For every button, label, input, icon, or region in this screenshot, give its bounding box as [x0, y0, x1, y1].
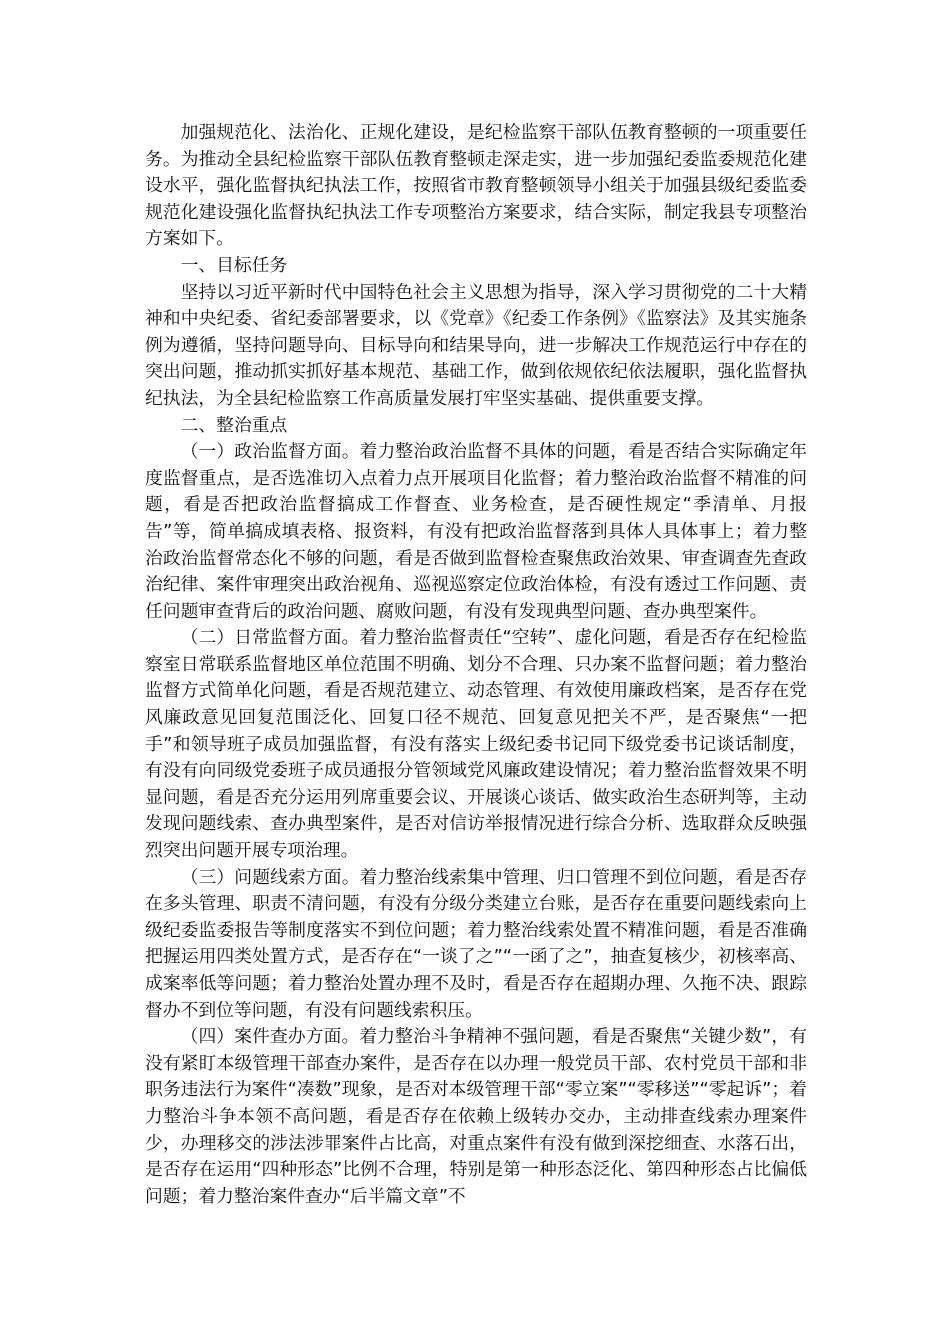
focus-paragraph-cases: （四）案件查办方面。着力整治斗争精神不强问题，看是否聚焦“关键少数”，有没有紧盯本级管理干部查办案件，是否存在以办理一般党员干部、农村党员干部和非职务违法行为案件“凑数”现象，是否对本级管理干部“零立案”“零移送”“零起诉”；着力整治斗争本领不高问题，看是否存在依赖上级转办交办，主动排查线索办理案件少，办理移交的涉法涉罪案件占比高，对重点案件有没有做到深挖细查、水落石出，是否存在运用“四种形态”比例不合理，特别是第一种形态泛化、第四种形态占比偏低问题；着力整治案件查办“后半篇文章”不: [145, 1026, 807, 1207]
focus-paragraph-daily: （二）日常监督方面。着力整治监督责任“空转”、虚化问题，看是否存在纪检监察室日常联系监督地区单位范围不明确、划分不合理、只办案不监督问题；着力整治监督方式简单化问题，看是否规范建立、动态管理、有效使用廉政档案，是否存在党风廉政意见回复范围泛化、回复口径不规范、回复意见把关不严，是否聚焦“一把手”和领导班子成员加强监督，有没有落实上级纪委书记同下级党委书记谈话制度，有没有向同级党委班子成员通报分管领域党风廉政建设情况；着力整治监督效果不明显问题，看是否充分运用列席重要会议、开展谈心谈话、做实政治生态研判等，主动发现问题线索、查办典型案件，是否对信访举报情况进行综合分析、选取群众反映强烈突出问题开展专项治理。: [145, 627, 807, 862]
focus-paragraph-clues: （三）问题线索方面。着力整治线索集中管理、归口管理不到位问题，看是否存在多头管理、职责不清问题，有没有分级分类建立台账，是否存在重要问题线索向上级纪委监委报告等制度落实不到位问题；着力整治线索处置不精准问题，看是否准确把握运用四类处置方式，是否存在“一谈了之”“一函了之”，抽查复核少，初核率高、成案率低等问题；着力整治处置办理不及时，看是否存在超期办理、久拖不决、跟踪督办不到位等问题，有没有问题线索积压。: [145, 866, 807, 1021]
section-heading-focus: 二、整治重点: [180, 414, 288, 436]
intro-paragraph: 加强规范化、法治化、正规化建设，是纪检监察干部队伍教育整顿的一项重要任务。为推动全县纪检监察干部队伍教育整顿走深走实，进一步加强纪委监委规范化建设水平，强化监督执纪执法工作，按照省市教育整顿领导小组关于加强县级纪委监委规范化建设强化监督执纪执法工作专项整治方案要求，结合实际，制定我县专项整治方案如下。: [145, 122, 807, 250]
goals-paragraph: 坚持以习近平新时代中国特色社会主义思想为指导，深入学习贯彻党的二十大精神和中央纪委、省纪委部署要求，以《党章》《纪委工作条例》《监察法》及其实施条例为遵循，坚持问题导向、目标导向和结果导向，进一步解决工作规范运行中存在的突出问题，推动抓实抓好基本规范、基础工作，做到依规依纪依法履职，强化监督执纪执法，为全县纪检监察工作高质量发展打牢坚实基础、提供重要支撑。: [145, 281, 807, 409]
section-heading-goals: 一、目标任务: [180, 254, 288, 276]
document-body: [145, 120, 807, 1210]
focus-paragraph-political: （一）政治监督方面。着力整治政治监督不具体的问题，看是否结合实际确定年度监督重点，是否选准切入点着力点开展项目化监督；着力整治政治监督不精准的问题，看是否把政治监督搞成工作督查、业务检查，是否硬性规定“季清单、月报告”等，简单搞成填表格、报资料，有没有把政治监督落到具体人具体事上；着力整治政治监督常态化不够的问题，看是否做到监督检查聚焦政治效果、审查调查先查政治纪律、案件审理突出政治视角、巡视巡察定位政治体检，有没有透过工作问题、责任问题审查背后的政治问题、腐败问题，有没有发现典型问题、查办典型案件。: [145, 441, 807, 622]
